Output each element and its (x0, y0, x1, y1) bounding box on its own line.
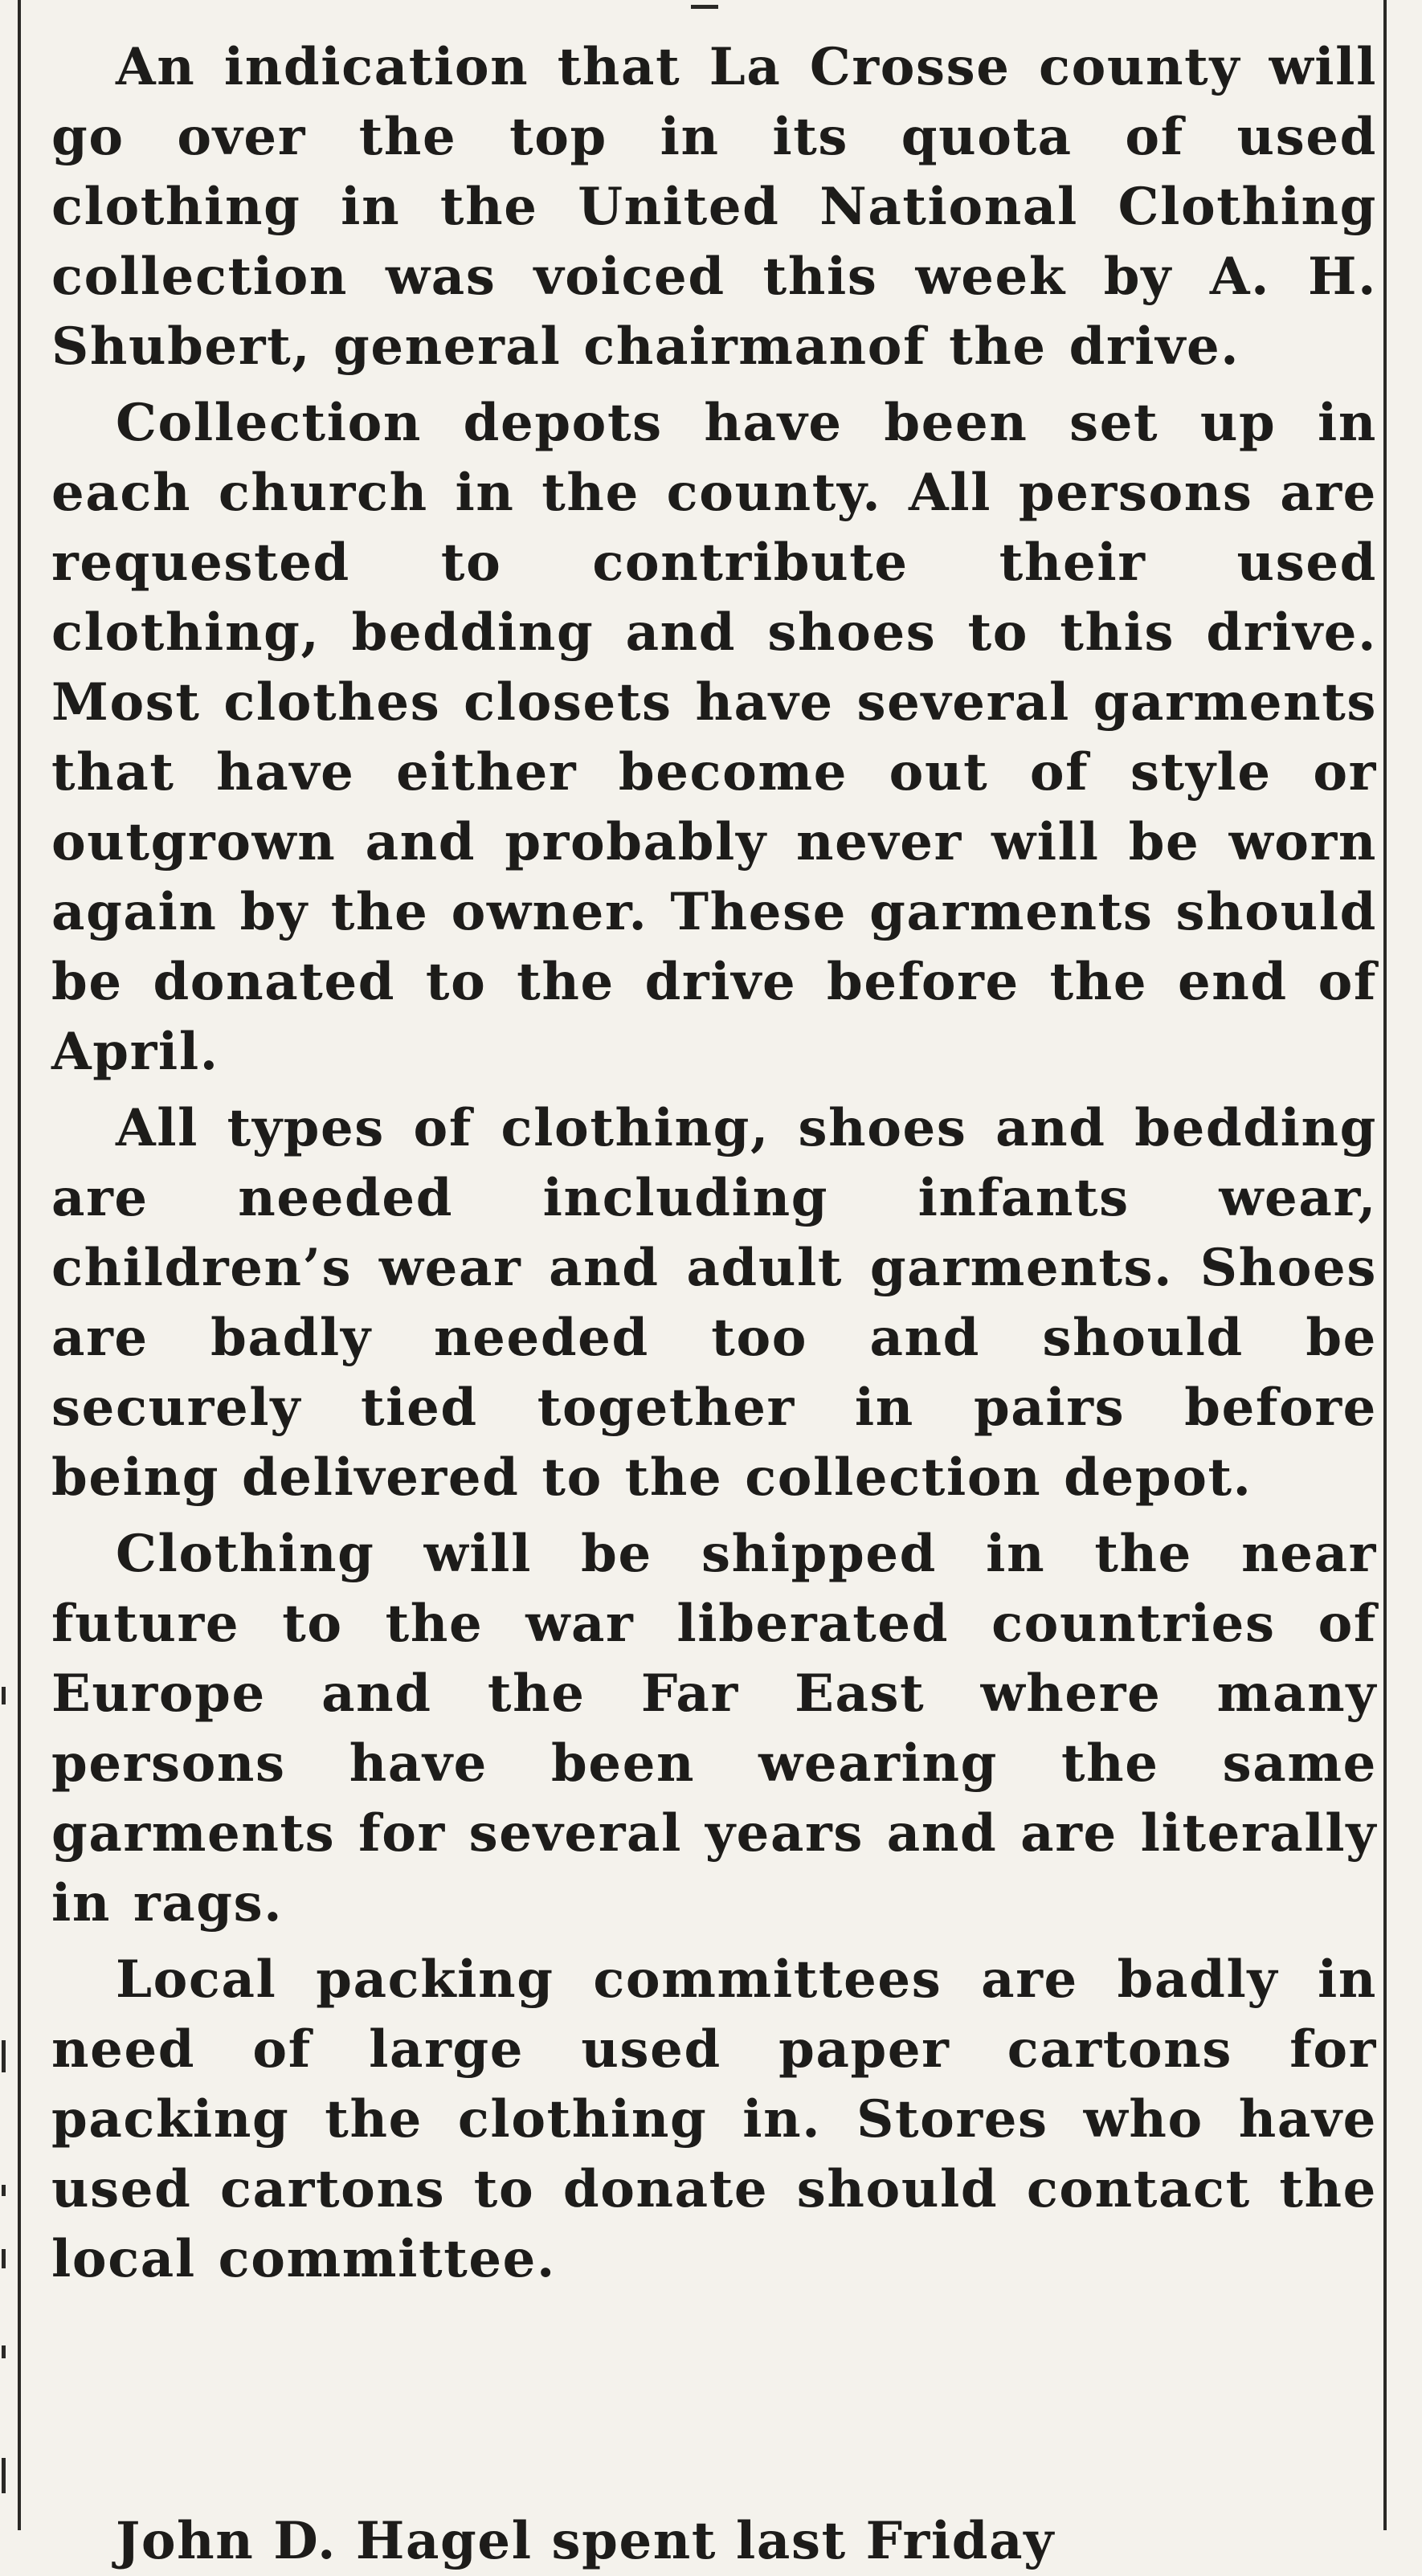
margin-speck (2, 2249, 6, 2268)
article-column (51, 32, 1377, 2294)
margin-speck (2, 2185, 6, 2196)
top-edge-mark (691, 5, 718, 9)
right-column-rule (1383, 0, 1387, 2530)
cut-off-line-text: John D. Hagel spent last Friday (116, 2511, 1055, 2571)
margin-speck (2, 2345, 6, 2358)
margin-speck (2, 1687, 6, 1704)
margin-speck (2, 2040, 6, 2072)
margin-specks (2, 0, 14, 2530)
article-paragraph-4: Clothing will be shipped in the near future to the war liberated countries of Europe and the Far East where many persons have been wearing the same garments for several years and are literally in rags. (51, 1524, 1377, 1933)
article-paragraph-3: All types of clothing, shoes and bedding are needed including infants wear, children’s wear and adult garments. Shoes are badly needed too and should be securely tied together in pairs before being delivered to the collection depot. (51, 1098, 1377, 1508)
article-paragraph-1: An indication that La Crosse county will go over the top in its quota of used clothing in the United National Clothing collection was voiced this week by A. H. Shubert, general chairmanof the drive. (51, 37, 1377, 377)
cut-off-next-paragraph (51, 2505, 1377, 2571)
margin-speck (2, 2458, 6, 2493)
left-column-rule (18, 0, 21, 2530)
article-paragraph-5: Local packing committees are badly in need of large used paper cartons for packing the clothing in. Stores who have used cartons to donate should contact the local committee. (51, 1949, 1377, 2289)
article-paragraph-2: Collection depots have been set up in each church in the county. All persons are requested to contribute their used clothing, bedding and shoes to this drive. Most clothes closets have several garments that have either become out of style or outgrown and probably never will be worn again by the owner. These garments should be donated to the drive before the end of April. (51, 393, 1377, 1082)
